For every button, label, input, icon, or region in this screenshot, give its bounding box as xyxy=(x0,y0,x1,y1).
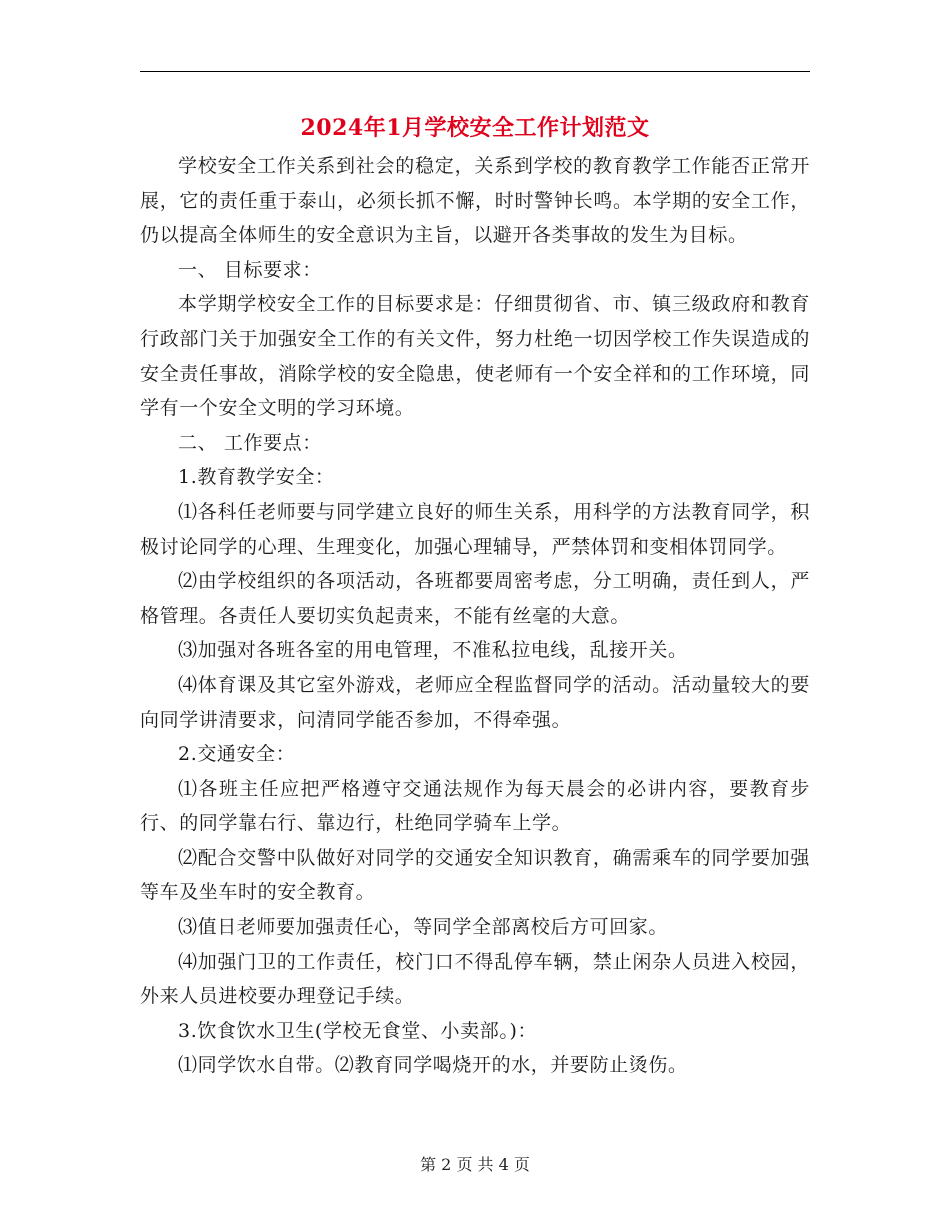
subsection-heading: 2.交通安全： xyxy=(178,743,296,766)
section-heading: 二、 工作要点： xyxy=(178,431,322,454)
list-item: ⑷加强门卫的工作责任，校门口不得乱停车辆，禁止闲杂人员进入校园，外来人员进校要办理登记手续。 xyxy=(140,950,810,1008)
document-title: 2024年1月学校安全工作计划范文 xyxy=(300,115,650,141)
page-number: 第 2 页 共 4 页 xyxy=(420,1155,530,1174)
list-item: ⑶加强对各班各室的用电管理，不准私拉电线，乱接开关。 xyxy=(178,639,688,662)
subsection-heading: 1.教育教学安全： xyxy=(178,466,335,489)
subsection-heading: 3.饮食饮水卫生(学校无食堂、小卖部。)： xyxy=(178,1019,538,1042)
list-item: ⑵配合交警中队做好对同学的交通安全知识教育，确需乘车的同学要加强等车及坐车时的安全教育。 xyxy=(140,846,810,904)
document-body xyxy=(140,149,810,1083)
list-item: ⑵由学校组织的各项活动，各班都要周密考虑，分工明确，责任到人，严格管理。各责任人要切实负起责来，不能有丝毫的大意。 xyxy=(140,570,810,627)
list-item: ⑴各科任老师要与同学建立良好的师生关系，用科学的方法教育同学，积极讨论同学的心理、生理变化，加强心理辅导，严禁体罚和变相体罚同学。 xyxy=(140,500,810,558)
list-item: ⑴各班主任应把严格遵守交通法规作为每天晨会的必讲内容，要教育步行、的同学靠右行、靠边行，杜绝同学骑车上学。 xyxy=(140,777,810,835)
header-rule xyxy=(140,71,810,72)
paragraph: 学校安全工作关系到社会的稳定，关系到学校的教育教学工作能否正常开展，它的责任重于泰山，必须长抓不懈，时时警钟长鸣。本学期的安全工作，仍以提高全体师生的安全意识为主旨，以避开各类事故的发生为目标。 xyxy=(140,155,810,247)
list-item: ⑴同学饮水自带。⑵教育同学喝烧开的水，并要防止烫伤。 xyxy=(178,1054,688,1077)
section-heading: 一、 目标要求： xyxy=(178,258,322,281)
list-item: ⑶值日老师要加强责任心，等同学全部离校后方可回家。 xyxy=(178,916,669,939)
paragraph: 本学期学校安全工作的目标要求是：仔细贯彻省、市、镇三级政府和教育行政部门关于加强安全工作的有关文件，努力杜绝一切因学校工作失误造成的安全责任事故，消除学校的安全隐患，使老师有一个安全祥和的工作环境，同学有一个安全文明的学习环境。 xyxy=(140,293,810,420)
list-item: ⑷体育课及其它室外游戏，老师应全程监督同学的活动。活动量较大的要向同学讲清要求，问清同学能否参加，不得牵强。 xyxy=(140,673,810,731)
